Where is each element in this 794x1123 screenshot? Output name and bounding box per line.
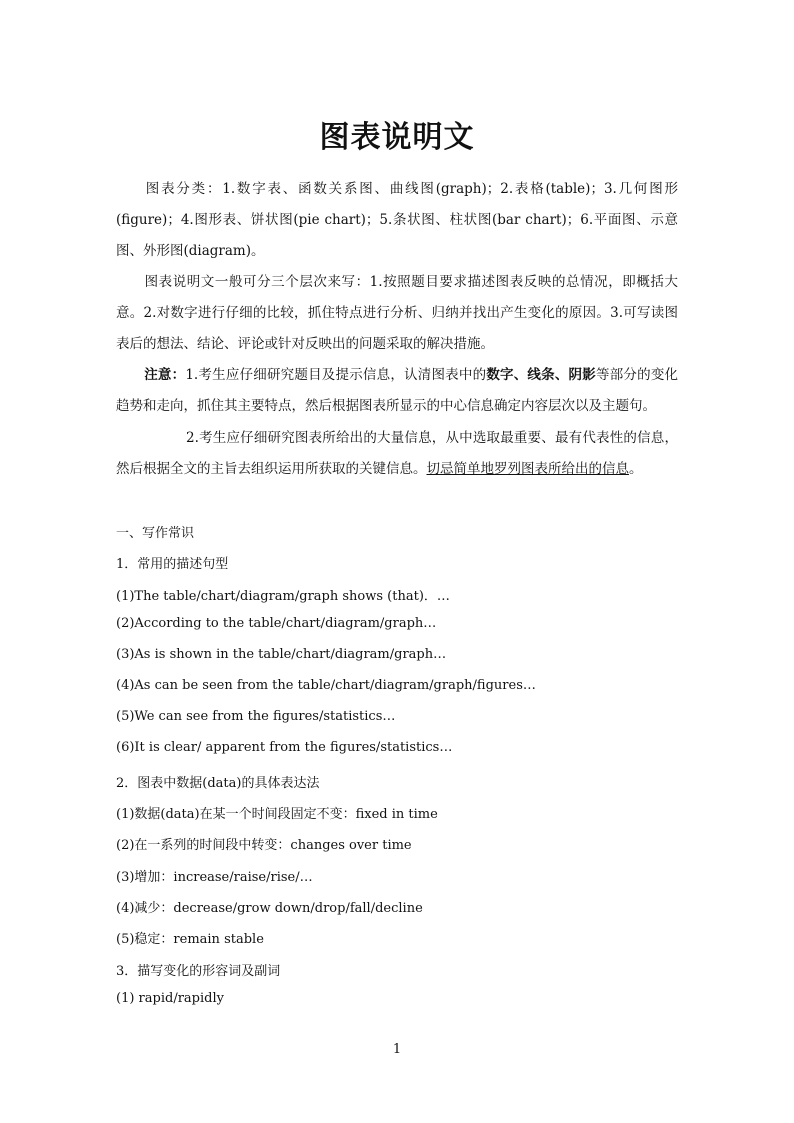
- note2-paragraph: [116, 423, 678, 485]
- note-label: 注意：: [144, 367, 186, 383]
- subsection-heading-1: 1．常用的描述句型: [116, 557, 229, 572]
- note1-emphasis: 数字、线条、阴影: [486, 367, 596, 383]
- list-item: (1)数据(data)在某一个时间段固定不变：fixed in time: [116, 807, 438, 822]
- list-item: (4)减少：decrease/grow down/drop/fall/decline: [116, 901, 423, 916]
- structure-text: 图表说明文一般可分三个层次来写：1.按照题目要求描述图表反映的总情况，即概括大意。2.对数字进行仔细的比较，抓住特点进行分析、归纳并找出产生变化的原因。3.可写读图表后的想法、结论、评论或针对反映出的问题采取的解决措施。: [116, 274, 678, 352]
- list-item: (4)As can be seen from the table/chart/diagram/graph/figures…: [116, 678, 536, 693]
- list-item: (3)As is shown in the table/chart/diagram/graph…: [116, 647, 447, 662]
- list-item: (2)在一系列的时间段中转变：changes over time: [116, 838, 412, 853]
- classification-text: 图表分类：1.数字表、函数关系图、曲线图(graph)；2.表格(table)；3.几何图形(figure)；4.图形表、饼状图(pie chart)；5.条状图、柱状图(bar chart)；6.平面图、示意图、外形图(diagram)。: [116, 181, 678, 259]
- list-item: (2)According to the table/chart/diagram/graph…: [116, 616, 437, 631]
- list-item: (1)The table/chart/diagram/graph shows (that)．…: [116, 589, 450, 604]
- note1-text-a: 1.考生应仔细研究题目及提示信息，认清图表中的: [185, 367, 487, 383]
- list-item: (5)We can see from the figures/statistics…: [116, 709, 396, 724]
- note2-text-a: 2.考生应仔细研究图表所给出的大量信息，从中选取最重要、最有代表性的信息，然后根据全文的主旨去组织运用所获取的关键信息。: [116, 430, 678, 477]
- subsection-heading-3: 3．描写变化的形容词及副词: [116, 964, 281, 979]
- subsection-heading-2: 2．图表中数据(data)的具体表达法: [116, 776, 320, 791]
- list-item: (5)稳定：remain stable: [116, 932, 264, 947]
- page-number: 1: [392, 1042, 402, 1057]
- note1-text-b: 等部分的变化趋势和走向，抓住其主要特点，然后根据图表所显示的中心信息确定内容层次以及主题句。: [116, 367, 679, 414]
- page-title: 图表说明文: [319, 120, 475, 155]
- classification-paragraph: [116, 174, 678, 267]
- section-heading: 一、写作常识: [116, 526, 195, 541]
- list-item: (6)It is clear/ apparent from the figures/statistics…: [116, 740, 453, 755]
- note1-paragraph: [116, 360, 678, 422]
- list-item: (1) rapid/rapidly: [116, 991, 224, 1006]
- note2-end: 。: [629, 461, 643, 477]
- structure-paragraph: [116, 267, 678, 360]
- note2-underlined-text: 切忌简单地罗列图表所给出的信息: [426, 461, 629, 477]
- list-item: (3)增加：increase/raise/rise/…: [116, 870, 313, 885]
